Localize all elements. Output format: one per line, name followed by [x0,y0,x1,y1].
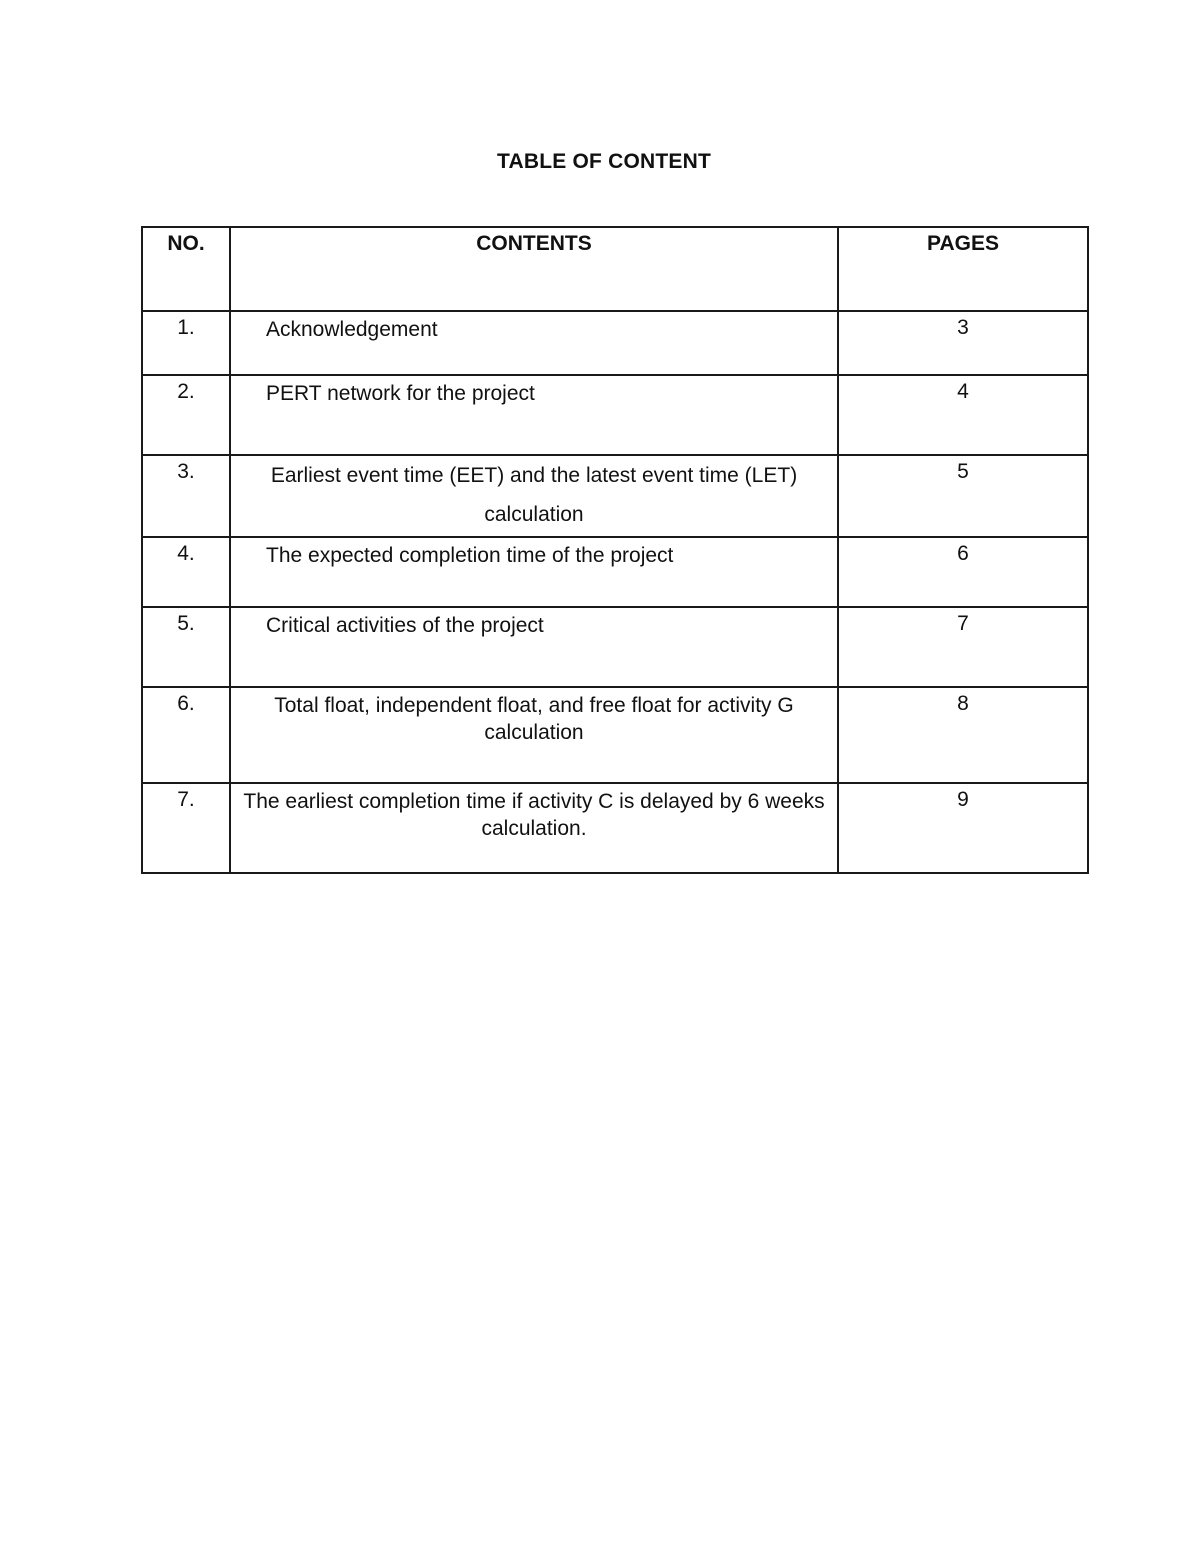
row-content: Total float, independent float, and free float for activity G calculation [230,687,838,783]
row-content: The expected completion time of the project [230,537,838,607]
row-page: 3 [838,311,1088,375]
table-header-row [142,227,1088,311]
table-row [142,375,1088,455]
row-page: 5 [838,455,1088,537]
page-title: TABLE OF CONTENT [497,150,711,173]
row-content: Acknowledgement [230,311,838,375]
row-number: 5. [142,607,230,687]
column-header-contents: CONTENTS [230,227,838,311]
table-row [142,687,1088,783]
row-content: Earliest event time (EET) and the latest event time (LET) calculation [230,455,838,537]
column-header-no: NO. [142,227,230,311]
table-of-contents [141,226,1089,874]
row-page: 9 [838,783,1088,873]
row-number: 2. [142,375,230,455]
table-row [142,783,1088,873]
row-page: 8 [838,687,1088,783]
row-page: 6 [838,537,1088,607]
column-header-pages: PAGES [838,227,1088,311]
row-content: Critical activities of the project [230,607,838,687]
row-content: PERT network for the project [230,375,838,455]
table-row [142,455,1088,537]
row-number: 6. [142,687,230,783]
row-content: The earliest completion time if activity C is delayed by 6 weeks calculation. [230,783,838,873]
row-number: 4. [142,537,230,607]
row-number: 1. [142,311,230,375]
row-number: 3. [142,455,230,537]
row-number: 7. [142,783,230,873]
row-page: 4 [838,375,1088,455]
table-row [142,537,1088,607]
table-row [142,607,1088,687]
table-row [142,311,1088,375]
row-page: 7 [838,607,1088,687]
